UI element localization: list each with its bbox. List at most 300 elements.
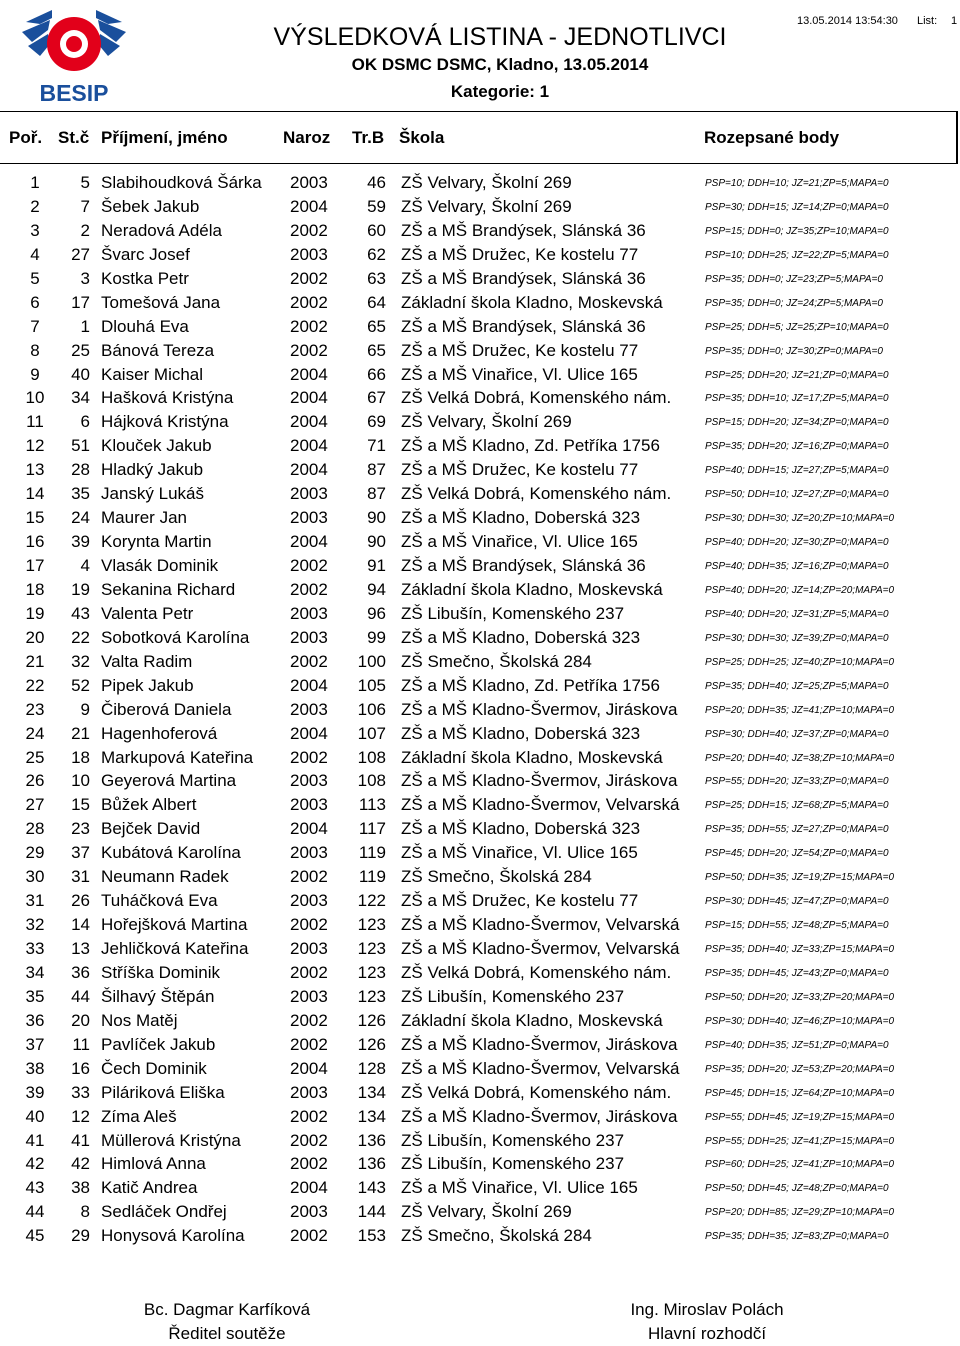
row-birth-year: 2004 — [290, 388, 328, 408]
row-school: ZŠ a MŠ Kladno-Švermov, Jiráskova — [401, 771, 678, 791]
col-skola: Škola — [399, 128, 445, 147]
table-row — [0, 889, 960, 913]
row-school: ZŠ Smečno, Školská 284 — [401, 1226, 592, 1246]
row-rank: 16 — [25, 532, 45, 552]
row-points-detail: PSP=10; DDH=25; JZ=22;ZP=5;MAPA=0 — [705, 249, 889, 261]
row-birth-year: 2002 — [290, 316, 328, 336]
row-start-no: 20 — [71, 1010, 90, 1030]
row-rank: 30 — [25, 867, 45, 887]
row-points-detail: PSP=25; DDH=5; JZ=25;ZP=10;MAPA=0 — [705, 321, 889, 333]
row-birth-year: 2002 — [290, 651, 328, 671]
row-name: Tuháčková Eva — [101, 891, 218, 911]
sheet-label: List: — [917, 15, 938, 27]
row-school: ZŠ Libušín, Komenského 237 — [401, 603, 625, 623]
row-birth-year: 2003 — [290, 1202, 328, 1222]
row-start-no: 29 — [71, 1226, 90, 1246]
row-rank: 23 — [25, 699, 45, 719]
row-start-no: 41 — [71, 1130, 90, 1150]
print-datetime: 13.05.2014 13:54:30 — [797, 15, 898, 27]
row-school: ZŠ a MŠ Vinařice, Vl. Ulice 165 — [401, 532, 638, 552]
event-subtitle: OK DSMC DSMC, Kladno, 13.05.2014 — [351, 55, 649, 74]
row-penalty: 99 — [367, 627, 386, 647]
table-row — [0, 698, 960, 722]
row-birth-year: 2003 — [290, 627, 328, 647]
row-school: Základní škola Kladno, Moskevská — [401, 747, 663, 767]
table-row — [0, 458, 960, 482]
row-rank: 36 — [25, 1010, 45, 1030]
row-school: ZŠ Smečno, Školská 284 — [401, 651, 592, 671]
row-penalty: 123 — [357, 939, 386, 958]
row-rank: 22 — [25, 675, 45, 695]
sheet-number: 1 — [951, 15, 958, 27]
row-penalty: 96 — [367, 603, 386, 623]
row-rank: 31 — [25, 891, 45, 911]
table-row — [0, 1224, 960, 1248]
besip-logo — [18, 6, 130, 104]
row-penalty: 90 — [367, 508, 386, 528]
row-rank: 27 — [25, 795, 45, 815]
row-birth-year: 2003 — [290, 244, 328, 264]
row-birth-year: 2003 — [290, 986, 328, 1006]
row-birth-year: 2004 — [290, 196, 328, 216]
row-points-detail: PSP=40; DDH=35; JZ=16;ZP=0;MAPA=0 — [705, 561, 889, 572]
row-start-no: 40 — [71, 364, 90, 384]
row-penalty: 63 — [367, 268, 386, 288]
row-school: ZŠ a MŠ Brandýsek, Slánská 36 — [401, 556, 646, 575]
row-name: Neumann Radek — [101, 867, 229, 887]
row-points-detail: PSP=40; DDH=15; JZ=27;ZP=5;MAPA=0 — [705, 465, 889, 477]
table-row — [0, 578, 960, 602]
row-points-detail: PSP=30; DDH=30; JZ=20;ZP=10;MAPA=0 — [705, 513, 895, 525]
results-table — [0, 171, 960, 1248]
row-penalty: 126 — [357, 1010, 386, 1030]
row-points-detail: PSP=45; DDH=15; JZ=64;ZP=10;MAPA=0 — [705, 1087, 895, 1099]
row-penalty: 123 — [357, 986, 386, 1006]
row-points-detail: PSP=30; DDH=15; JZ=14;ZP=0;MAPA=0 — [705, 201, 889, 213]
row-penalty: 71 — [367, 436, 386, 456]
row-rank: 32 — [25, 915, 45, 935]
table-row — [0, 961, 960, 985]
row-start-no: 19 — [71, 579, 90, 599]
row-points-detail: PSP=35; DDH=40; JZ=25;ZP=5;MAPA=0 — [705, 680, 889, 692]
col-rok: Naroz — [283, 128, 331, 147]
row-start-no: 31 — [71, 867, 90, 887]
signature-name: Ing. Miroslav Polách — [630, 1300, 784, 1319]
row-name: Bůžek Albert — [101, 795, 197, 815]
row-penalty: 69 — [367, 412, 386, 432]
row-birth-year: 2003 — [290, 173, 328, 192]
row-points-detail: PSP=50; DDH=20; JZ=33;ZP=20;MAPA=0 — [705, 991, 895, 1003]
row-points-detail: PSP=55; DDH=25; JZ=41;ZP=15;MAPA=0 — [705, 1135, 895, 1147]
row-name: Katič Andrea — [101, 1178, 198, 1198]
row-points-detail: PSP=10; DDH=10; JZ=21;ZP=5;MAPA=0 — [705, 178, 889, 189]
row-start-no: 26 — [71, 891, 90, 911]
row-name: Neradová Adéla — [101, 220, 222, 240]
row-points-detail: PSP=50; DDH=35; JZ=19;ZP=15;MAPA=0 — [705, 872, 895, 884]
row-name: Slabihoudková Šárka — [101, 173, 262, 192]
row-start-no: 3 — [80, 268, 90, 288]
row-birth-year: 2002 — [290, 340, 328, 360]
row-name: Vlasák Dominik — [101, 556, 219, 575]
row-penalty: 144 — [357, 1202, 386, 1222]
row-start-no: 7 — [80, 196, 90, 216]
row-start-no: 5 — [80, 173, 90, 192]
row-start-no: 2 — [80, 220, 90, 240]
table-row — [0, 626, 960, 650]
row-school: ZŠ Smečno, Školská 284 — [401, 867, 592, 887]
row-school: ZŠ Velvary, Školní 269 — [401, 173, 572, 192]
row-school: ZŠ a MŠ Brandýsek, Slánská 36 — [401, 220, 646, 240]
row-penalty: 64 — [367, 292, 386, 312]
row-start-no: 51 — [71, 436, 90, 456]
row-penalty: 65 — [367, 340, 386, 360]
table-row — [0, 554, 960, 578]
row-rank: 5 — [30, 268, 40, 288]
row-start-no: 44 — [71, 986, 90, 1006]
row-name: Geyerová Martina — [101, 771, 237, 791]
row-name: Sobotková Karolína — [101, 627, 250, 647]
row-points-detail: PSP=25; DDH=20; JZ=21;ZP=0;MAPA=0 — [705, 369, 889, 381]
table-row — [0, 410, 960, 434]
row-birth-year: 2002 — [290, 1130, 328, 1150]
row-rank: 33 — [25, 939, 45, 958]
row-school: ZŠ a MŠ Kladno, Doberská 323 — [401, 508, 641, 528]
row-penalty: 123 — [357, 962, 386, 982]
row-start-no: 43 — [71, 603, 90, 623]
row-penalty: 106 — [357, 699, 386, 719]
table-row — [0, 722, 960, 746]
row-points-detail: PSP=35; DDH=45; JZ=43;ZP=0;MAPA=0 — [705, 967, 889, 979]
row-penalty: 87 — [367, 484, 386, 504]
table-row — [0, 1033, 960, 1057]
row-points-detail: PSP=35; DDH=40; JZ=33;ZP=15;MAPA=0 — [705, 944, 895, 955]
row-birth-year: 2004 — [290, 675, 328, 695]
row-birth-year: 2003 — [290, 508, 328, 528]
row-points-detail: PSP=55; DDH=45; JZ=19;ZP=15;MAPA=0 — [705, 1111, 895, 1123]
row-name: Čech Dominik — [101, 1058, 207, 1078]
row-penalty: 134 — [357, 1082, 386, 1102]
row-penalty: 59 — [367, 196, 386, 216]
row-penalty: 66 — [367, 364, 386, 384]
table-row — [0, 674, 960, 698]
row-birth-year: 2003 — [290, 1082, 328, 1102]
col-trb: Tr.B — [352, 128, 385, 147]
table-row — [0, 1081, 960, 1105]
row-school: ZŠ Libušín, Komenského 237 — [401, 986, 625, 1006]
row-penalty: 67 — [367, 388, 386, 408]
row-rank: 17 — [25, 556, 45, 575]
row-start-no: 12 — [71, 1106, 90, 1126]
table-row — [0, 315, 960, 339]
row-start-no: 38 — [71, 1178, 90, 1198]
row-school: ZŠ a MŠ Družec, Ke kostelu 77 — [401, 460, 639, 480]
row-start-no: 42 — [71, 1154, 90, 1174]
row-name: Himlová Anna — [101, 1154, 206, 1174]
row-penalty: 46 — [367, 173, 386, 192]
table-row — [0, 195, 960, 219]
row-rank: 37 — [25, 1034, 45, 1054]
table-row — [0, 219, 960, 243]
table-row — [0, 817, 960, 841]
row-school: ZŠ a MŠ Kladno, Zd. Petříka 1756 — [401, 436, 660, 456]
row-name: Valenta Petr — [101, 603, 194, 623]
page-title: VÝSLEDKOVÁ LISTINA - JEDNOTLIVCI — [273, 23, 727, 51]
row-name: Hašková Kristýna — [101, 388, 234, 408]
row-rank: 11 — [26, 412, 44, 432]
row-start-no: 33 — [71, 1082, 90, 1102]
row-birth-year: 2002 — [290, 1106, 328, 1126]
row-birth-year: 2004 — [290, 723, 328, 743]
row-name: Markupová Kateřina — [101, 747, 254, 767]
row-birth-year: 2002 — [290, 962, 328, 982]
row-name: Bánová Tereza — [101, 340, 215, 360]
row-school: ZŠ a MŠ Kladno-Švermov, Velvarská — [401, 939, 680, 958]
row-points-detail: PSP=60; DDH=25; JZ=41;ZP=10;MAPA=0 — [705, 1159, 895, 1171]
row-penalty: 136 — [357, 1154, 386, 1174]
row-school: ZŠ a MŠ Kladno-Švermov, Velvarská — [401, 915, 680, 935]
table-row — [0, 1200, 960, 1224]
row-start-no: 11 — [72, 1034, 90, 1054]
row-school: ZŠ a MŠ Brandýsek, Slánská 36 — [401, 316, 646, 336]
row-school: ZŠ a MŠ Družec, Ke kostelu 77 — [401, 891, 639, 911]
table-header — [0, 111, 958, 164]
row-penalty: 134 — [357, 1106, 386, 1126]
row-school: ZŠ a MŠ Kladno-Švermov, Jiráskova — [401, 699, 678, 719]
row-start-no: 14 — [71, 915, 90, 935]
row-rank: 8 — [30, 340, 40, 360]
logo-text: BESIP — [39, 80, 109, 104]
row-start-no: 16 — [71, 1058, 90, 1078]
row-school: ZŠ a MŠ Kladno, Zd. Petříka 1756 — [401, 675, 660, 695]
row-rank: 38 — [25, 1058, 45, 1078]
row-start-no: 15 — [71, 795, 90, 815]
row-rank: 13 — [25, 460, 45, 480]
row-school: ZŠ a MŠ Kladno-Švermov, Jiráskova — [401, 1034, 678, 1054]
table-row — [0, 171, 960, 195]
row-name: Piláriková Eliška — [101, 1082, 225, 1102]
row-rank: 4 — [30, 244, 40, 264]
row-school: Základní škola Kladno, Moskevská — [401, 292, 663, 312]
row-start-no: 17 — [71, 292, 90, 312]
row-penalty: 65 — [367, 316, 386, 336]
row-start-no: 35 — [71, 484, 90, 504]
row-penalty: 123 — [357, 915, 386, 935]
row-name: Pavlíček Jakub — [101, 1034, 216, 1054]
row-points-detail: PSP=35; DDH=20; JZ=53;ZP=20;MAPA=0 — [705, 1063, 895, 1075]
row-birth-year: 2004 — [290, 436, 328, 456]
table-row — [0, 769, 960, 793]
row-points-detail: PSP=50; DDH=45; JZ=48;ZP=0;MAPA=0 — [705, 1183, 889, 1195]
row-start-no: 9 — [80, 699, 90, 719]
row-penalty: 108 — [357, 771, 386, 791]
row-penalty: 128 — [357, 1058, 386, 1078]
row-birth-year: 2002 — [290, 292, 328, 312]
row-points-detail: PSP=55; DDH=20; JZ=33;ZP=0;MAPA=0 — [705, 776, 889, 788]
row-birth-year: 2002 — [290, 220, 328, 240]
table-row — [0, 602, 960, 626]
row-rank: 6 — [30, 292, 40, 312]
row-start-no: 37 — [71, 843, 90, 863]
row-school: Základní škola Kladno, Moskevská — [401, 579, 663, 599]
row-birth-year: 2003 — [290, 795, 328, 815]
row-start-no: 21 — [71, 723, 90, 743]
row-penalty: 60 — [367, 220, 386, 240]
row-birth-year: 2003 — [290, 843, 328, 863]
table-row — [0, 793, 960, 817]
row-penalty: 87 — [367, 460, 386, 480]
signature-referee — [587, 1298, 827, 1346]
row-rank: 3 — [30, 220, 40, 240]
row-rank: 1 — [30, 173, 40, 192]
col-por: Poř. — [9, 128, 43, 147]
row-start-no: 32 — [71, 651, 90, 671]
row-start-no: 4 — [80, 556, 90, 575]
row-penalty: 113 — [358, 795, 386, 815]
row-rank: 21 — [25, 651, 45, 671]
row-name: Valta Radim — [101, 651, 193, 671]
row-start-no: 6 — [80, 412, 90, 432]
row-rank: 18 — [25, 579, 45, 599]
row-school: ZŠ a MŠ Kladno, Doberská 323 — [401, 819, 641, 839]
row-name: Maurer Jan — [101, 508, 187, 528]
row-school: ZŠ Velvary, Školní 269 — [401, 1202, 572, 1222]
row-rank: 45 — [25, 1226, 45, 1246]
row-rank: 39 — [25, 1082, 45, 1102]
row-name: Švarc Josef — [101, 244, 190, 264]
row-penalty: 126 — [357, 1034, 386, 1054]
row-name: Dlouhá Eva — [101, 316, 189, 336]
row-school: ZŠ a MŠ Kladno-Švermov, Velvarská — [401, 1058, 680, 1078]
row-school: ZŠ a MŠ Vinařice, Vl. Ulice 165 — [401, 1178, 638, 1198]
row-rank: 10 — [25, 388, 45, 408]
table-row — [0, 937, 960, 961]
row-name: Müllerová Kristýna — [101, 1130, 241, 1150]
row-birth-year: 2002 — [290, 579, 328, 599]
row-rank: 24 — [25, 723, 45, 743]
row-start-no: 13 — [71, 939, 90, 958]
row-rank: 40 — [25, 1106, 45, 1126]
row-penalty: 136 — [357, 1130, 386, 1150]
table-row — [0, 482, 960, 506]
row-name: Janský Lukáš — [101, 484, 204, 504]
table-row — [0, 1152, 960, 1176]
row-rank: 2 — [30, 196, 40, 216]
col-stc: St.č — [58, 128, 90, 147]
row-penalty: 100 — [357, 651, 386, 671]
row-school: Základní škola Kladno, Moskevská — [401, 1010, 663, 1030]
row-penalty: 117 — [358, 819, 386, 839]
row-birth-year: 2004 — [290, 532, 328, 552]
row-birth-year: 2002 — [290, 867, 328, 887]
row-name: Stříška Dominik — [101, 962, 221, 982]
row-start-no: 22 — [71, 627, 90, 647]
row-birth-year: 2003 — [290, 771, 328, 791]
row-points-detail: PSP=35; DDH=20; JZ=16;ZP=0;MAPA=0 — [705, 441, 889, 453]
table-row — [0, 363, 960, 387]
row-birth-year: 2002 — [290, 1226, 328, 1246]
row-school: ZŠ a MŠ Vinařice, Vl. Ulice 165 — [401, 364, 638, 384]
row-penalty: 153 — [357, 1226, 386, 1246]
row-points-detail: PSP=20; DDH=85; JZ=29;ZP=10;MAPA=0 — [705, 1207, 895, 1219]
row-name: Zíma Aleš — [101, 1106, 177, 1126]
row-school: ZŠ a MŠ Kladno, Doberská 323 — [401, 627, 641, 647]
row-school: ZŠ Libušín, Komenského 237 — [401, 1154, 625, 1174]
signature-director — [107, 1298, 347, 1346]
row-birth-year: 2002 — [290, 747, 328, 767]
row-points-detail: PSP=30; DDH=30; JZ=39;ZP=0;MAPA=0 — [705, 632, 889, 644]
row-school: ZŠ Velká Dobrá, Komenského nám. — [401, 1082, 672, 1102]
row-penalty: 119 — [358, 843, 386, 863]
row-rank: 35 — [25, 986, 45, 1006]
row-name: Sekanina Richard — [101, 579, 236, 599]
row-rank: 19 — [25, 603, 45, 623]
row-rank: 28 — [25, 819, 45, 839]
row-name: Čiberová Daniela — [101, 699, 232, 719]
row-school: ZŠ Velká Dobrá, Komenského nám. — [401, 962, 672, 982]
row-rank: 34 — [25, 962, 45, 982]
row-penalty: 105 — [357, 675, 386, 695]
row-school: ZŠ a MŠ Kladno, Doberská 323 — [401, 723, 641, 743]
table-row — [0, 243, 960, 267]
row-birth-year: 2004 — [290, 819, 328, 839]
row-school: ZŠ Velká Dobrá, Komenského nám. — [401, 484, 672, 504]
row-start-no: 8 — [80, 1202, 90, 1222]
row-birth-year: 2004 — [290, 412, 328, 432]
row-start-no: 18 — [71, 747, 90, 767]
row-birth-year: 2003 — [290, 484, 328, 504]
row-name: Hagenhoferová — [101, 723, 218, 743]
row-points-detail: PSP=50; DDH=10; JZ=27;ZP=0;MAPA=0 — [705, 489, 889, 501]
row-points-detail: PSP=35; DDH=0; JZ=24;ZP=5;MAPA=0 — [705, 297, 883, 309]
row-school: ZŠ Velvary, Školní 269 — [401, 412, 572, 432]
table-row — [0, 291, 960, 315]
row-birth-year: 2003 — [290, 699, 328, 719]
row-points-detail: PSP=40; DDH=20; JZ=14;ZP=20;MAPA=0 — [705, 584, 895, 596]
row-points-detail: PSP=15; DDH=20; JZ=34;ZP=0;MAPA=0 — [705, 417, 889, 429]
row-school: ZŠ Libušín, Komenského 237 — [401, 1130, 625, 1150]
row-points-detail: PSP=25; DDH=25; JZ=40;ZP=10;MAPA=0 — [705, 656, 895, 668]
row-penalty: 143 — [357, 1178, 386, 1198]
row-rank: 29 — [25, 843, 45, 863]
row-school: ZŠ a MŠ Kladno-Švermov, Jiráskova — [401, 1106, 678, 1126]
table-row — [0, 865, 960, 889]
row-name: Hájková Kristýna — [101, 412, 229, 432]
row-penalty: 90 — [367, 532, 386, 552]
row-name: Šebek Jakub — [101, 196, 200, 216]
row-points-detail: PSP=30; DDH=45; JZ=47;ZP=0;MAPA=0 — [705, 896, 889, 908]
row-points-detail: PSP=40; DDH=20; JZ=31;ZP=5;MAPA=0 — [705, 608, 889, 620]
table-row — [0, 339, 960, 363]
row-start-no: 34 — [71, 388, 90, 408]
row-school: ZŠ a MŠ Brandýsek, Slánská 36 — [401, 268, 646, 288]
row-rank: 42 — [25, 1154, 45, 1174]
row-penalty: 62 — [367, 244, 386, 264]
table-row — [0, 1129, 960, 1153]
row-rank: 26 — [25, 771, 45, 791]
row-name: Nos Matěj — [101, 1010, 178, 1030]
row-birth-year: 2004 — [290, 1058, 328, 1078]
row-name: Klouček Jakub — [101, 436, 212, 456]
row-points-detail: PSP=45; DDH=20; JZ=54;ZP=0;MAPA=0 — [705, 848, 889, 860]
row-birth-year: 2004 — [290, 460, 328, 480]
row-points-detail: PSP=20; DDH=40; JZ=38;ZP=10;MAPA=0 — [705, 752, 895, 764]
table-row — [0, 841, 960, 865]
row-start-no: 10 — [71, 771, 90, 791]
row-start-no: 1 — [80, 316, 90, 336]
row-name: Bejček David — [101, 819, 201, 839]
row-points-detail: PSP=35; DDH=55; JZ=27;ZP=0;MAPA=0 — [705, 824, 889, 836]
table-row — [0, 913, 960, 937]
